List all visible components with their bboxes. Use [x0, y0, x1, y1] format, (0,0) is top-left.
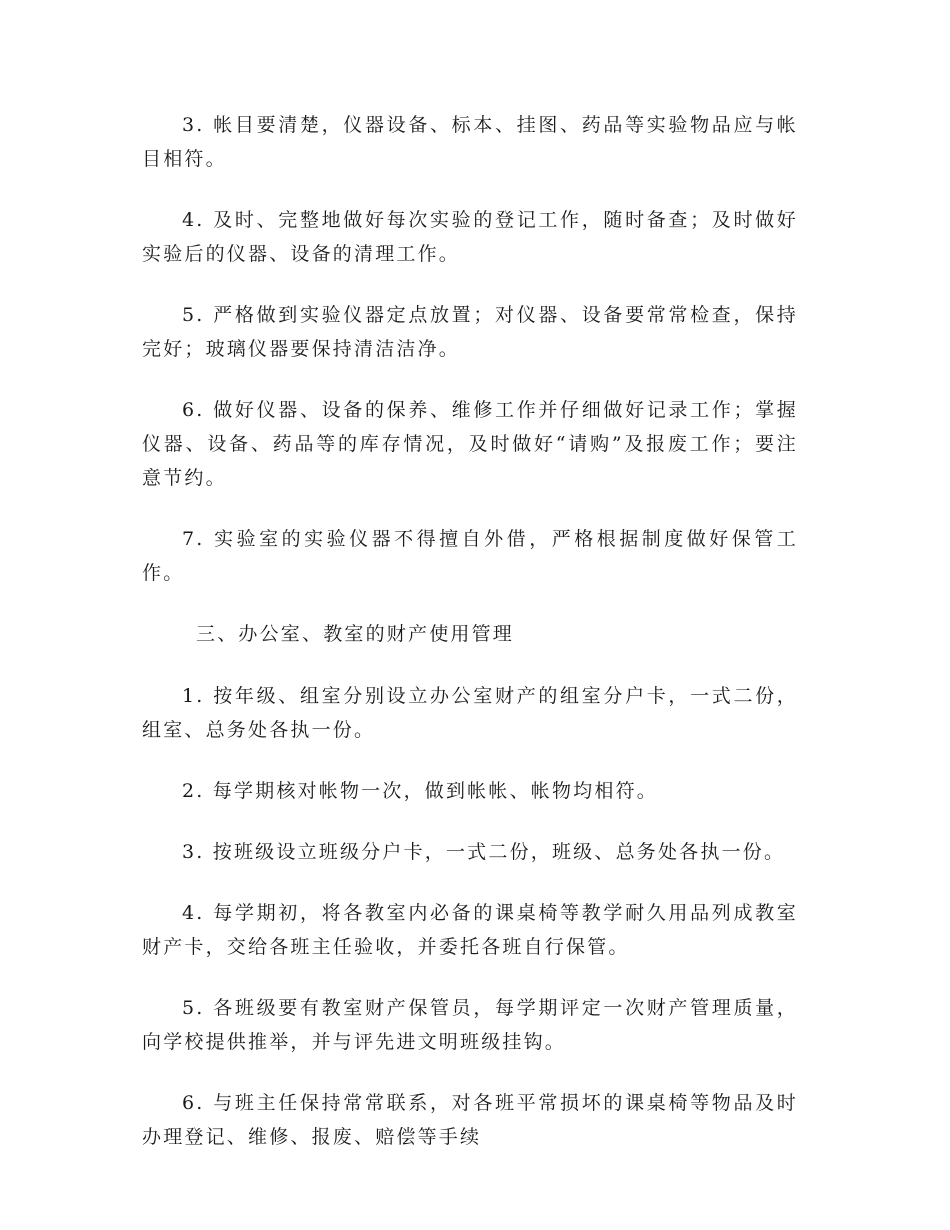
- paragraph-item-7-lending: 7. 实验室的实验仪器不得擅自外借，严格根据制度做好保管工作。: [142, 528, 798, 584]
- paragraph-office-3: 3. 按班级设立班级分户卡，一式二份，班级、总务处各执一份。: [182, 841, 786, 863]
- paragraph-office-2: 2. 每学期核对帐物一次，做到帐帐、帐物均相符。: [182, 780, 658, 802]
- paragraph-office-6: 6. 与班主任保持常常联系，对各班平常损坏的课桌椅等物品及时办理登记、维修、报废、赔偿等手续: [142, 1092, 798, 1148]
- paragraph-item-3-accounts: 3. 帐目要清楚，仪器设备、标本、挂图、药品等实验物品应与帐目相符。: [142, 114, 798, 170]
- paragraph-item-6-maintenance: 6. 做好仪器、设备的保养、维修工作并仔细做好记录工作；掌握仪器、设备、药品等的库存情况，及时做好“请购”及报废工作；要注意节约。: [142, 399, 798, 489]
- section-heading: 三、办公室、教室的财产使用管理: [196, 623, 515, 645]
- paragraph-office-4: 4. 每学期初，将各教室内必备的课桌椅等教学耐久用品列成教室财产卡，交给各班主任验收，并委托各班自行保管。: [142, 902, 798, 958]
- paragraph-item-4-registration: 4. 及时、完整地做好每次实验的登记工作，随时备查；及时做好实验后的仪器、设备的清理工作。: [142, 209, 798, 265]
- paragraph-item-5-placement: 5. 严格做到实验仪器定点放置；对仪器、设备要常常检查，保持完好；玻璃仪器要保持清洁洁净。: [142, 304, 798, 360]
- paragraph-office-1: 1. 按年级、组室分别设立办公室财产的组室分户卡，一式二份，组室、总务处各执一份。: [142, 685, 798, 741]
- document-page: [142, 108, 798, 1181]
- paragraph-office-5: 5. 各班级要有教室财产保管员，每学期评定一次财产管理质量，向学校提供推举，并与评先进文明班级挂钩。: [142, 997, 798, 1053]
